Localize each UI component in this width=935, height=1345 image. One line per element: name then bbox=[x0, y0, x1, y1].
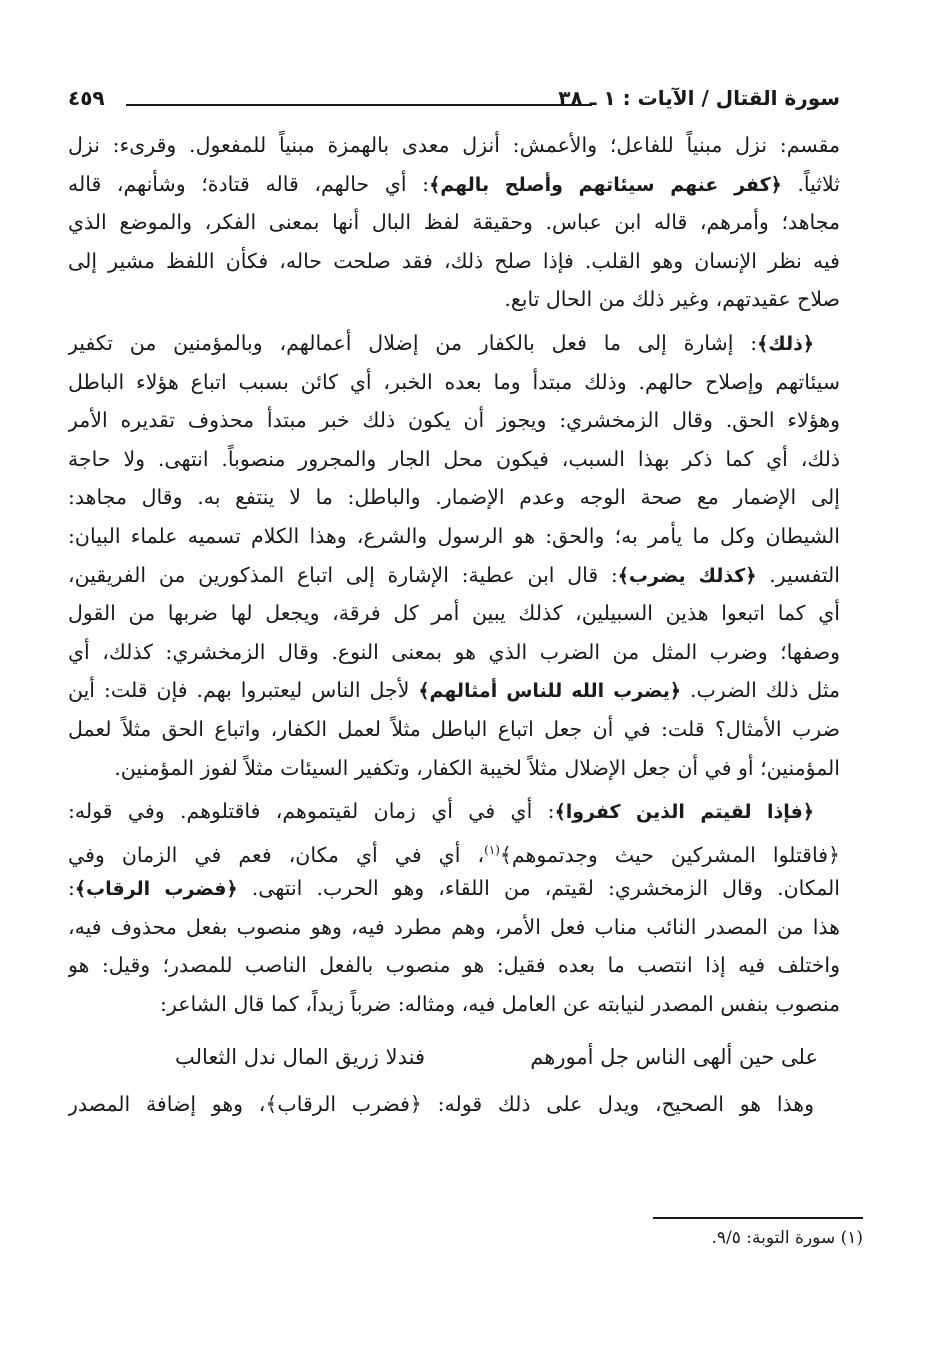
text-line: واختلف فيه إذا انتصب ما بعده فقيل: هو منصوب بالفعل الناصب للمصدر؛ وقيل: هو bbox=[68, 953, 840, 978]
text-line: هذا من المصدر النائب مناب فعل الأمر، وهم مطرد فيه، وهو منصوب بفعل محذوف فيه، bbox=[68, 914, 840, 939]
paragraph bbox=[68, 792, 840, 1024]
quranic-quote: ﴿ذلك﴾ bbox=[757, 332, 814, 355]
text-line: منصوب بنفس المصدر لنيابته عن العامل فيه، ومثاله: ضرباً زيداً، كما قال الشاعر: bbox=[160, 992, 840, 1017]
text-line: الشيطان وكل ما يأمر به؛ والحق: هو الرسول والشرع، وهذا الكلام تسميه علماء البيان: bbox=[68, 523, 840, 548]
quranic-quote: ﴿كذلك يضرب﴾ bbox=[617, 564, 757, 587]
text-line: وهؤلاء الحق. وقال الزمخشري: ويجوز أن يكون ذلك خبر مبتدأ محذوف تقديره الأمر bbox=[68, 408, 840, 433]
text-line: وهذا هو الصحيح، ويدل على ذلك قوله: ﴿فضرب الرقاب﴾، وهو إضافة المصدر bbox=[68, 1091, 814, 1116]
text-line: ﴿فاقتلوا المشركين حيث وجدتموهم﴾$^{(١)}$، أي في أي مكان، فعم في الزمان وفي bbox=[68, 842, 840, 867]
text-line: ضرب الأمثال؟ قلت: في أن جعل اتباع الباطل مثلاً لعمل الكفار، واتباع الحق مثلاً لعمل bbox=[68, 716, 840, 741]
running-title: سورة القتال / الآيات : ١ ـ ٣٨ bbox=[558, 86, 840, 110]
text-line: التفسير. ﴿كذلك يضرب﴾: قال ابن عطية: الإشارة إلى اتباع المذكورين من الفريقين، bbox=[68, 562, 840, 587]
paragraph bbox=[68, 126, 840, 319]
text-line: مجاهد؛ وأمرهم، قاله ابن عباس. وحقيقة لفظ البال أنها بمعنى الفكر، والموضع الذي bbox=[68, 210, 840, 235]
text-line: مثل ذلك الضرب. ﴿يضرب الله للناس أمثالهم﴾ لأجل الناس ليعتبروا بهم. فإن قلت: أين bbox=[68, 678, 840, 703]
page-number: ٤٥٩ bbox=[68, 86, 105, 110]
verse-hemistich-2: فندلا زريق المال ندل الثعالب bbox=[175, 1044, 425, 1069]
quranic-quote: ﴿فضرب الرقاب﴾ bbox=[74, 878, 238, 901]
poetry-verse bbox=[68, 1029, 840, 1085]
main-text bbox=[68, 126, 840, 1123]
text-line: مقسم: نزل مبنياً للفاعل؛ والأعمش: أنزل معدى بالهمزة مبنياً للمفعول. وقرىء: نزل bbox=[68, 133, 840, 157]
footnote-rule bbox=[653, 1217, 863, 1219]
text-line: وصفها؛ وضرب المثل من الضرب الذي هو بمعنى النوع. وقال الزمخشري: كذلك، أي bbox=[68, 639, 840, 664]
text-line: ذلك، أي كما ذكر بهذا السبب، فيكون محل الجار والمجرور منصوباً. انتهى. ولا حاجة bbox=[68, 446, 840, 471]
verse-hemistich-1: على حين ألهى الناس جل أمورهم bbox=[530, 1044, 818, 1069]
header-rule bbox=[126, 104, 592, 106]
text-line: ﴿فإذا لقيتم الذين كفروا﴾: أي في أي زمان لقيتموهم، فاقتلوهم. وفي قوله: bbox=[68, 799, 814, 824]
text-line: المؤمنين؛ أو في أن جعل الإضلال مثلاً لخيبة الكفار، وتكفير السيئات مثلاً لفوز المؤمنين. bbox=[114, 755, 840, 780]
text-line: فيه نظر الإنسان وهو القلب. فإذا صلح ذلك، فقد صلحت حاله، فكأن اللفظ مشير إلى bbox=[68, 248, 840, 273]
footnote: (١) سورة التوبة: ٩/٥. bbox=[711, 1228, 863, 1248]
paragraph bbox=[68, 324, 840, 787]
text-line: ثلاثياً. ﴿كفر عنهم سيئاتهم وأصلح بالهم﴾: أي حالهم، قاله قتادة؛ وشأنهم، قاله bbox=[68, 171, 840, 196]
text-line: ﴿ذلك﴾: إشارة إلى ما فعل بالكفار من إضلال أعمالهم، وبالمؤمنين من تكفير bbox=[68, 330, 814, 355]
running-header bbox=[68, 76, 840, 120]
quranic-quote: ﴿فإذا لقيتم الذين كفروا﴾ bbox=[554, 801, 814, 824]
text-line: صلاح عقيدتهم، وغير ذلك من الحال تابع. bbox=[504, 287, 840, 312]
text-line: أي كما اتبعوا هذين السبيلين، كذلك يبين أمر كل فرقة، ويجعل لها ضربها من القول bbox=[68, 601, 840, 626]
footnote-marker: (١) bbox=[484, 842, 500, 857]
text-line: سيئاتهم وإصلاح حالهم. وذلك مبتدأ وما بعده الخبر، أي كائن بسبب اتباع هؤلاء الباطل bbox=[68, 369, 840, 394]
quranic-quote: ﴿كفر عنهم سيئاتهم وأصلح بالهم﴾ bbox=[429, 173, 782, 196]
quranic-quote: ﴿يضرب الله للناس أمثالهم﴾ bbox=[418, 680, 682, 703]
text-line: إلى الإضمار مع صحة الوجه وعدم الإضمار. والباطل: ما لا ينتفع به. وقال مجاهد: bbox=[68, 485, 840, 510]
text-line: المكان. وقال الزمخشري: لقيتم، من اللقاء، وهو الحرب. انتهى. ﴿فضرب الرقاب﴾: bbox=[68, 876, 840, 901]
